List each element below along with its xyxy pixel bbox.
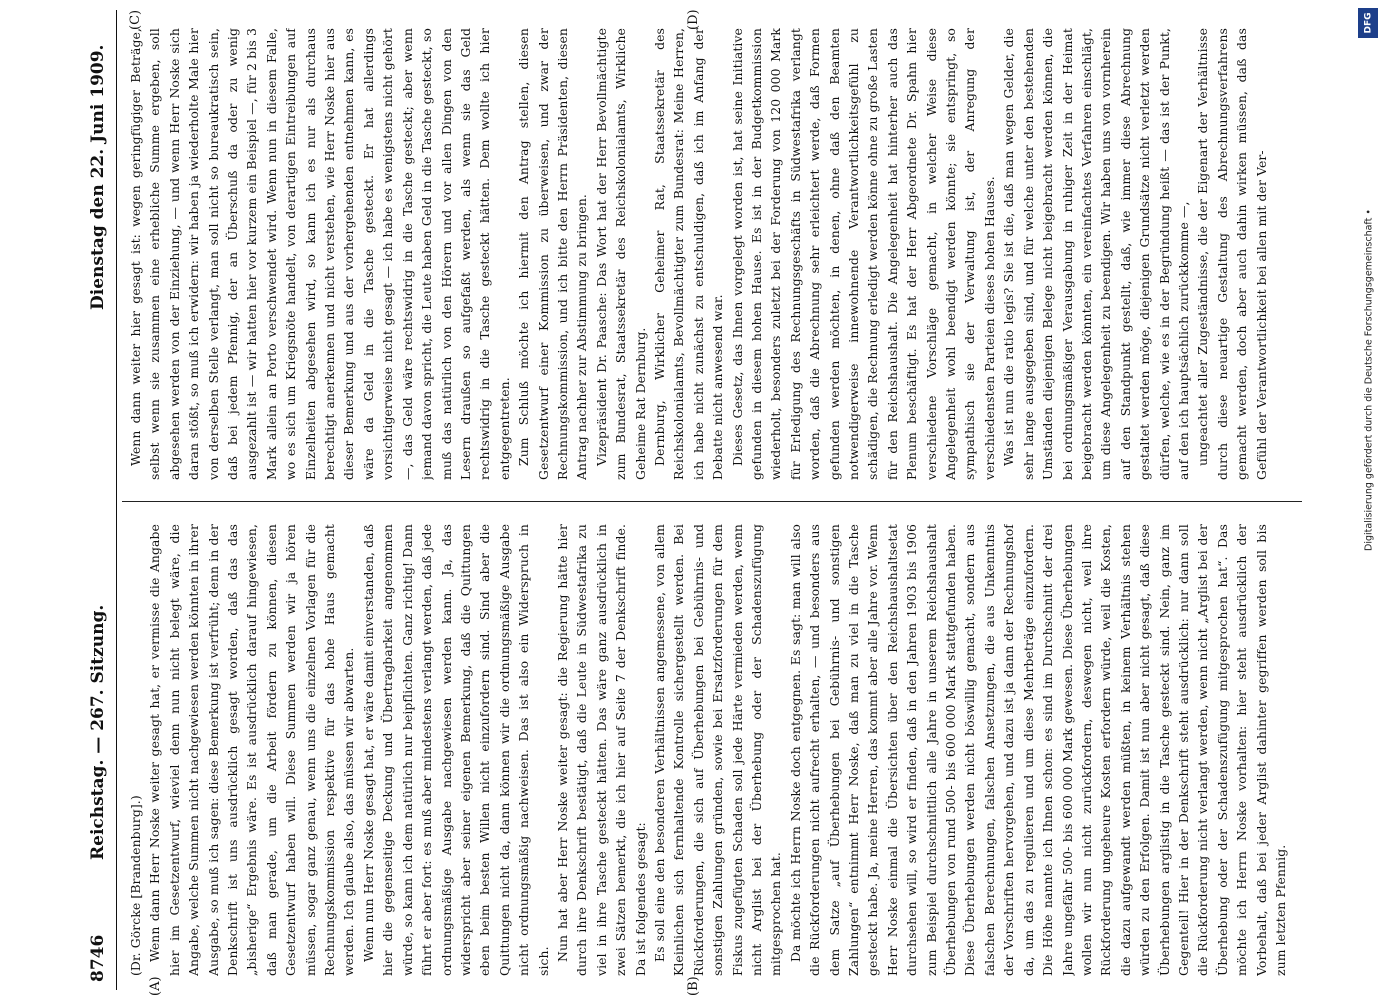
quoted-passage: ungeachtet aller Zugeständnisse, die der Eigenart der Verhältnisse durch diese neuartige Gestaltung des Abrechnungsverfahrens gemacht werden, doch aber auch dahin wirken müssen, daß das Gefühl der Verantwortlichkeit bei allen mit der Ver- [1195, 28, 1269, 480]
digitization-credit [1355, 0, 1383, 1000]
paragraph: Nun hat aber Herr Noske weiter gesagt: die Regierung hätte hier durch ihre Denkschrift bestätigt, daß die Leute in Südwestafrika zu viel in ihre Tasche gesteckt hätten. Das wäre ganz ausdrücklich in zwei Sätzen bemerkt, die ich hier auf Seite 7 der Denkschrift finde. Da ist folgendes gesagt: [554, 524, 648, 976]
paragraph: Da möchte ich Herrn Noske doch entgegnen. Es sagt: man will also die Rückforderungen nicht aufrecht erhalten, — und besonders aus dem Satze „auf Überhebungen bei Gebührnis- und sonstigen Zahlungen“ entnimmt Herr Noske, daß man zu viel in die Tasche gesteckt habe. Ja, meine Herren, das kommt aber alle Jahre vor. Wenn Herr Noske einmal die Übersichten über den Reichshaushaltsetat durchsehen will, so wird er finden, daß in den Jahren 1903 bis 1906 zum Beispiel durchschnittlich alle Jahre in unserem Reichshaushalt Überhebungen von rund 500- bis 600 000 Mark stattgefunden haben. Diese Überhebungen werden nicht böswillig gemacht, sondern aus falschen Berechnungen, falschen Ansetzungen, die aus Unkenntnis der Vorschriften hervorgehen, und dazu ist ja dann der Rechnungshof da, um das zu regulieren und um diese Mehrbeträge einzufordern. Die Höhe nannte ich Ihnen schon: es sind im Durchschnitt der drei Jahre ungefähr 500- bis 600 000 Mark gewesen. Diese Überhebungen wollen wir nun nicht zurückfordern, deswegen nicht, weil ihre Rückforderung ungeheure Kosten erfordern würde, weil die Kosten, die dazu aufgewandt werden müßten, in keinem Verhältnis stehen würden zu den Erfolgen. Damit ist nun aber nicht gesagt, daß diese Überhebungen arglistig in die Tasche gesteckt sind. Nein, ganz im Gegenteil! Hier in der Denkschrift steht ausdrücklich: nur dann soll die Rückforderung nicht verlangt werden, wenn nicht „Arglist bei der Überhebung oder der Schadenszufügung mitgesprochen hat“. Das möchte ich Herrn Noske vorhalten: hier steht ausdrücklich der Vorbehalt, daß bei jeder Arglist dahinter gegriffen werden soll bis zum letzten Pfennig. [787, 524, 1288, 976]
session-date: Dienstag den 22. Juni 1909. [88, 44, 108, 310]
dfg-logo: DFG [1358, 8, 1378, 38]
right-text-column [126, 28, 1291, 480]
left-text-column [126, 524, 1291, 976]
funding-note: Digitalisierung gefördert durch die Deutsche Forschungsgemeinschaft • [1363, 209, 1375, 551]
paragraph: Wenn dann Herr Noske weiter gesagt hat, er vermisse die Angabe hier im Gesetzentwurf, wieviel denn nun nicht belegt wäre, die Angabe, welche Summen nicht nachgewiesen werden könnten in ihrer Ausgabe, so muß ich sagen: diese Bemerkung ist verfrüht; denn in der Denkschrift ist uns ausdrücklich gesagt worden, daß das das „bisherige“ Ergebnis wäre. Es ist ausdrücklich darauf hingewiesen, daß man gerade, um die Arbeit fördern zu können, diesen Gesetzentwurf haben will. Diese Summen werden wir ja hören müssen, sogar ganz genau, wenn uns die einzelnen Vorlagen für die Rechnungskommission respektive für das hohe Haus gemacht werden. Ich glaube also, das müssen wir abwarten. [147, 524, 357, 976]
running-header [76, 10, 117, 990]
margin-marker-b: (B) [686, 976, 701, 996]
speaker-introduction: Vizepräsident Dr. Paasche: Das Wort hat der Herr Bevollmächtigte zum Bundesrat, Staatssekretär des Reichskolonialamts, Wirkliche Geheime Rat Dernburg. [593, 28, 648, 480]
paragraph: Wenn nun Herr Noske gesagt hat, er wäre damit einverstanden, daß hier die gegenseitige Deckung und Übertragbarkeit angenommen würde, so kann ich dem natürlich nur beipflichten. Ganz richtig! Dann führt er aber fort: es muß aber mindestens verlangt werden, daß jede ordnungsmäßige Ausgabe nachgewiesen werden kann. Ja, das widerspricht aber seiner eigenen Bemerkung, daß die Quittungen eben beim besten Willen nicht einzufordern sind. Sind aber die Quittungen nicht da, dann können wir die ordnungsmäßige Ausgabe nicht ordnungsmäßig nachweisen. Das ist also ein Widerspruch in sich. [360, 524, 551, 976]
document-page [76, 9, 1306, 996]
paragraph: Zum Schluß möchte ich hiermit den Antrag stellen, diesen Gesetzentwurf einer Kommission zu überweisen, und zwar der Rechnungskommission, und ich bitte den Herrn Präsidenten, diesen Antrag nachher zur Abstimmung zu bringen. [516, 28, 590, 480]
column-divider [122, 501, 1302, 502]
margin-marker-d: (D) [686, 9, 701, 30]
quoted-passage: Es soll eine den besonderen Verhältnissen angemessene, von allem Kleinlichen sich fernhaltende Kontrolle sichergestellt werden. Bei Rückforderungen, die sich auf Überhebungen bei Gebührnis- und sonstigen Zahlungen gründen, sowie bei Ersatzforderungen für dem Fiskus zugefügten Schaden soll jede Härte vermieden werden, wenn nicht Arglist bei der Überhebung oder der Schadenszufügung mitgesprochen hat. [651, 524, 784, 976]
paragraph: Dieses Gesetz, das Ihnen vorgelegt worden ist, hat seine Initiative gefunden in diesem hohen Hause. Es ist in der Budgetkommission wiederholt, besonders zuletzt bei der Forderung von 120 000 Mark für Erledigung des Rechnungsgeschäfts in Südwestafrika verlangt worden, daß die Abrechnung sehr erleichtert werde, daß Formen gefunden werden möchten, in denen, ohne daß den Beamten notwendigerweise innewohnende Verantwortlichkeitsgefühl zu schädigen, die Rechnung erledigt werden könne ohne zu große Lasten für den Reichshaushalt. Die Angelegenheit hat hinterher auch das Plenum beschäftigt. Es hat der Herr Abgeordnete Dr. Spahn hier verschiedene Vorschläge gemacht, in welcher Weise diese Angelegenheit wohl beendigt werden könnte; sie entspringt, so sympathisch sie der Verwaltung ist, der Anregung der verschiedensten Parteien dieses hohen Hauses. [729, 28, 997, 480]
margin-marker-a: (A) [148, 976, 163, 996]
speaker-paragraph: Dernburg, Wirklicher Geheimer Rat, Staatssekretär des Reichskolonialamts, Bevollmächtigter zum Bundesrat: Meine Herren, ich habe nicht zunächst zu entschuldigen, daß ich im Anfang der Debatte nicht anwesend war. [651, 28, 726, 480]
margin-marker-c: (C) [128, 9, 143, 30]
page-number: 8746 [88, 934, 108, 982]
paragraph: Wenn dann weiter hier gesagt ist: wegen geringfügiger Beträge, selbst wenn sie zusammen eine erhebliche Summe ergeben, soll abgesehen werden von der Einziehung, — und wenn Herr Noske sich daran stößt, so muß ich erwidern: wir haben ja wiederholte Male hier von derselben Stelle verlangt, man soll nicht so bureaukratisch sein, daß bei jedem Pfennig, der an Überschuß da oder zu wenig ausgezahlt ist — wir hatten hier vor kurzem ein Beispiel —, für 2 bis 3 Mark allein an Porto verschwendet wird. Wenn nun in diesem Falle, wo es sich um Kriegsnöte handelt, von derartigen Eintreibungen auf Einzelheiten abgesehen wird, so kann ich es nur als durchaus berechtigt anerkennen und nicht verstehen, wie Herr Noske hier aus dieser Bemerkung und aus der vorhergehenden entnehmen kann, es wäre da Geld in die Tasche gesteckt. Er hat allerdings vorsichtigerweise nicht gesagt — ich habe es wenigstens nicht gehört —, das Geld wäre rechtswidrig in die Tasche gesteckt; aber wenn jemand davon spricht, die Leute haben Geld in die Tasche gesteckt, so muß das natürlich von den Hörern und vor allen Dingen von den Lesern draußen so aufgefaßt werden, als wenn sie das Geld rechtswidrig in die Tasche gesteckt hätten. Dem wollte ich hier entgegentreten. [128, 28, 512, 480]
speaker-reference: (Dr. Görcke [Brandenburg].) [128, 795, 143, 976]
session-title: Reichstag. — 267. Sitzung. [88, 604, 108, 860]
paragraph: Was ist nun die ratio legis? Sie ist die, daß man wegen Gelder, die sehr lange ausgegeben sind, und für welche unter den bestehenden Umständen diejenigen Belege nicht beigebracht werden können, die bei ordnungsmäßiger Verausgabung in ruhiger Zeit in der Heimat beigebracht werden könnten, ein vereinfachtes Verfahren einschlägt, um diese Angelegenheit zu beendigen. Wir haben uns von vornherein auf den Standpunkt gestellt, daß, wie immer diese Abrechnung gestaltet werden möge, diejenigen Grundsätze nicht verletzt werden dürfen, welche, wie es in der Begründung heißt — das ist der Punkt, auf den ich hauptsächlich zurückkomme —, [1001, 28, 1191, 480]
